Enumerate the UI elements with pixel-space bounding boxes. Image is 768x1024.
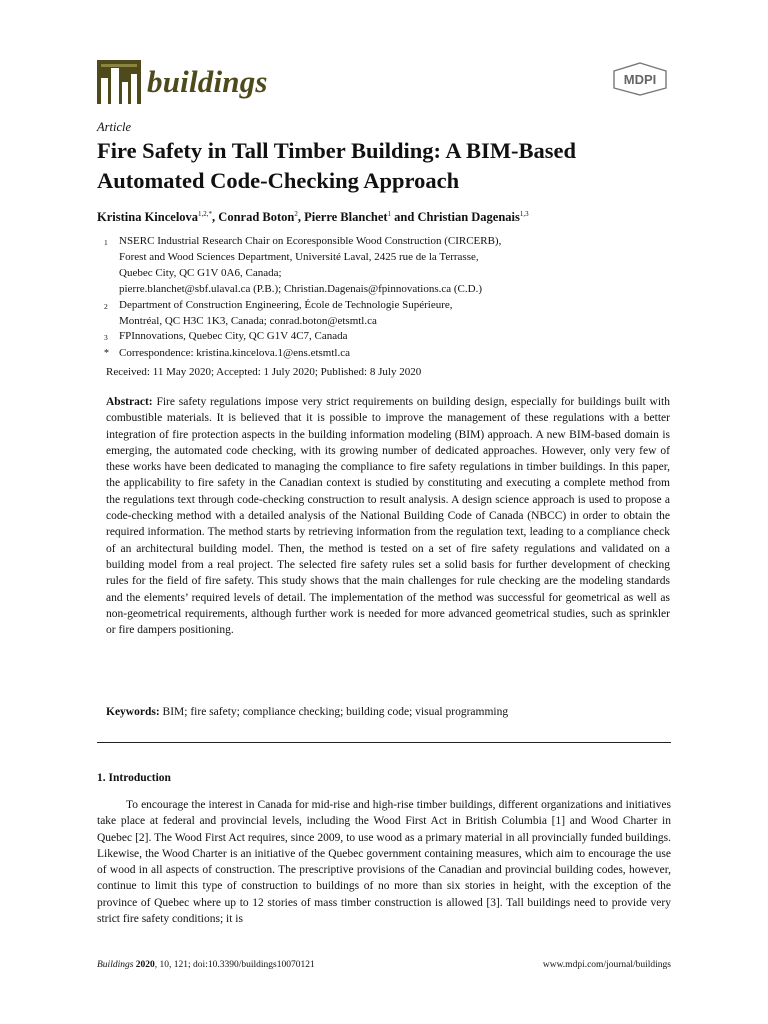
abstract-text: Fire safety regulations impose very strict requirements on building design, especially for buildings built with combustible materials. It is believed that it is possible to improve the management of these regulations with a better integration of fire protection aspects in the building information modeling (BIM) approach. A new BIM-based domain is emerging, the automated code checking, with its growing number of dedicated approaches. However, only very few of these works have been dedicated to managing the compliance to fire safety regulations in timber buildings. In this paper, the applicability to fire safety in the Canadian context is studied by constituting and executing a complete method from the regulations text through code-checking construction to result analysis. A design science approach is used to propose a code-checking method with a detailed analysis of the National Building Code of Canada (NBCC) in order to obtain the required information. The method starts by retrieving information from the regulation text, leading to a compliance check of an architectural building model. Then, the method is tested on a set of fire safety regulations and validated on a building model from a real project. The selected fire safety rules set a solid basis for further development of checking rules for the field of fire safety. This study shows that the main challenges for rule checking are the modeling standards and the elements’ required levels of detail. The implementation of the method was successful for geometrical as well as non-geometrical requirements, although further work is needed for more advanced geometrical studies, such as sprinkler or fire dampers positioning. (106, 396, 670, 637)
affiliation-line: Quebec City, QC G1V 0A6, Canada; (119, 266, 282, 279)
affiliation-line: Department of Construction Engineering, École de Technologie Supérieure, (119, 298, 453, 311)
footer-journal: Buildings (97, 960, 134, 970)
affiliation-line: Montréal, QC H3C 1K3, Canada; conrad.boton@etsmtl.ca (119, 314, 377, 327)
keywords-label: Keywords: (106, 706, 160, 718)
affiliation-item (104, 234, 674, 298)
affiliation-item (104, 346, 674, 362)
author-affiliation-mark: 1,2,* (198, 210, 213, 218)
journal-name: buildings (147, 64, 268, 99)
affiliation-mark: 2 (104, 301, 108, 311)
publication-dates: Received: 11 May 2020; Accepted: 1 July 2020; Published: 8 July 2020 (106, 366, 422, 378)
keywords-text: BIM; fire safety; compliance checking; building code; visual programming (162, 706, 509, 718)
affiliation-line: NSERC Industrial Research Chair on Ecoresponsible Wood Construction (CIRCERB), (119, 235, 502, 247)
abstract (106, 394, 670, 638)
author-affiliation-mark: 1,3 (519, 210, 529, 218)
affiliation-mark: * (104, 348, 109, 360)
section-heading-introduction: 1. Introduction (97, 772, 171, 784)
author-list (97, 210, 529, 225)
introduction-paragraph: To encourage the interest in Canada for mid-rise and high-rise timber buildings, different organizations and initiatives take place at federal and provincial levels, including the Wood First Act in British Columbia [1] and Wood Charter in Quebec [2]. The Wood First Act requires, since 2009, to use wood as a primary material in all provincially funded buildings. Likewise, the Wood Charter is an initiative of the Quebec government containing measures, which aim to encourage the use of wood in all aspects of construction. The prescriptive provisions of the Canadian and provincial building codes, however, continue to limit this type of construction to buildings of no more than six stories in height, with the exception of the province of Quebec where up to 12 stories of mass timber construction is allowed [3]. Tall buildings need to provide very strict fire safety conditions; it is (97, 799, 671, 926)
author-affiliation-mark: 2 (294, 210, 298, 218)
affiliation-text (119, 346, 350, 362)
author-name: Conrad Boton (218, 210, 295, 225)
author-name: Christian Dagenais (417, 210, 520, 225)
footer-journal-url[interactable]: www.mdpi.com/journal/buildings (542, 960, 671, 970)
author-separator: , (212, 210, 219, 225)
affiliation-text (119, 329, 348, 346)
affiliation-text (119, 298, 453, 330)
affiliation-line: Forest and Wood Sciences Department, Université Laval, 2425 rue de la Terrasse, (119, 250, 479, 263)
affiliation-line: FPInnovations, Quebec City, QC G1V 4C7, Canada (119, 330, 348, 343)
affiliation-mark: 3 (104, 333, 108, 343)
footer-citation (97, 960, 315, 970)
author-affiliation-mark: 1 (387, 210, 392, 218)
journal-logo (97, 60, 268, 104)
author-separator: and (391, 210, 418, 225)
footer-year: 2020 (135, 960, 155, 970)
author-name: Pierre Blanchet (304, 210, 388, 225)
article-title: Fire Safety in Tall Timber Building: A BIM-Based Automated Code-Checking Approach (97, 138, 577, 193)
affiliation-text (119, 234, 501, 298)
publisher-name: MDPI (623, 72, 657, 87)
affiliation-list (104, 234, 674, 362)
abstract-label: Abstract: (106, 396, 153, 408)
author-name: Kristina Kincelova (97, 210, 199, 225)
affiliation-item (104, 329, 674, 346)
mdpi-logo-icon (612, 62, 668, 96)
section-divider (97, 742, 671, 743)
affiliation-mark: 1 (104, 238, 108, 247)
article-type: Article (97, 120, 132, 134)
affiliation-line: Correspondence: kristina.kincelova.1@ens.etsmtl.ca (119, 347, 350, 360)
author-separator: , (297, 210, 305, 225)
affiliation-item (104, 298, 674, 330)
buildings-logo-icon (97, 60, 141, 104)
keywords (106, 706, 508, 718)
footer-volume-doi: , 10, 121; doi:10.3390/buildings10070121 (154, 960, 315, 970)
affiliation-line: pierre.blanchet@sbf.ulaval.ca (P.B.); Christian.Dagenais@fpinnovations.ca (C.D.) (119, 282, 482, 295)
